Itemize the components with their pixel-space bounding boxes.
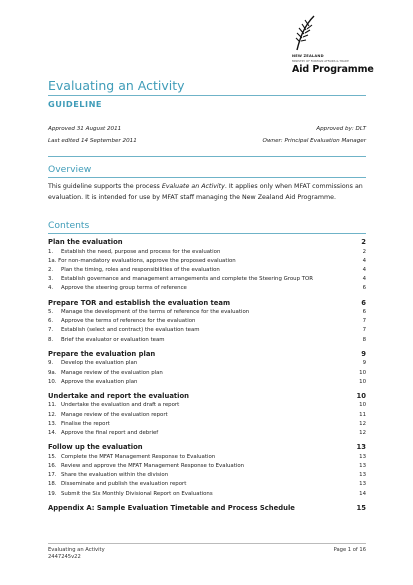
toc-section-heading[interactable]	[48, 299, 366, 309]
title-divider	[48, 95, 366, 96]
toc-entry-title: Appendix A: Sample Evaluation Timetable and Process Schedule	[48, 503, 295, 512]
toc-entry-number: 1.	[48, 248, 54, 255]
toc-entry-title: 1a. For non-mandatory evaluations, approve the proposed evaluation	[48, 257, 236, 264]
toc-entry-page: 12	[359, 430, 366, 436]
toc-entry-title: Brief the evaluator or evaluation team	[61, 336, 165, 343]
toc-entry-page: 10	[359, 402, 366, 409]
last-edited-date: Last edited 14 September 2011	[48, 138, 137, 144]
overview-text-start: This guideline supports the process	[48, 183, 162, 190]
toc-entry-page: 10	[356, 391, 366, 400]
toc-entry-title: Approve the evaluation plan	[61, 378, 138, 385]
toc-entry-page: 8	[362, 336, 366, 343]
toc-entry-number: 11.	[48, 402, 57, 409]
toc-entry-title: Establish (select and contract) the evaluation team	[61, 327, 200, 334]
toc-entry-page: 6	[361, 298, 366, 307]
overview-divider	[48, 177, 366, 178]
footer-page-number: Page 1 of 16	[333, 547, 366, 553]
toc-entry-title: Submit the Six Monthly Divisional Report on Evaluations	[61, 490, 213, 497]
toc-entry-number: 9.	[48, 360, 54, 367]
toc-entry-title: Approve the final report and debrief	[61, 430, 159, 436]
toc-section-heading[interactable]	[48, 443, 366, 453]
toc-entry-page: 13	[359, 462, 366, 469]
toc-entry-title: Prepare TOR and establish the evaluation team	[48, 298, 231, 307]
toc-entry-page: 6	[362, 285, 366, 292]
toc-entry-title: Manage the development of the terms of reference for the evaluation	[61, 309, 250, 315]
toc-entry-number: 5.	[48, 309, 54, 315]
toc-section-heading[interactable]	[48, 504, 366, 514]
toc-entry-title: Share the evaluation within the division	[61, 472, 169, 479]
toc-entry-page: 4	[362, 266, 366, 273]
toc-entry-title: Plan the timing, roles and responsibilities of the evaluation	[61, 266, 220, 273]
toc-entry-number: 8.	[48, 336, 54, 343]
toc-entry-title: Finalise the report	[61, 420, 110, 427]
silver-fern-icon	[294, 14, 316, 52]
toc-entry-page: 13	[359, 481, 366, 488]
toc-entry-title: Manage review of the evaluation report	[61, 411, 168, 418]
toc-entry-number: 19.	[48, 490, 57, 497]
toc-entry-number: 3.	[48, 276, 54, 283]
toc-entry-title: Review and approve the MFAT Management Response to Evaluation	[61, 462, 245, 469]
overview-text-end: . It applies only when MFAT commissions an evaluation. It is intended for use by MFAT staff managing the New Zealand Aid Programme.	[48, 183, 363, 201]
toc-entry-number: 10.	[48, 378, 57, 385]
toc-entry-title: Develop the evaluation plan	[61, 360, 138, 367]
toc-entry-number: 2.	[48, 266, 54, 273]
toc-entry-number: 9a.	[48, 369, 57, 376]
toc-entry-page: 6	[362, 309, 366, 315]
toc-entry-title: Undertake and report the evaluation	[48, 391, 189, 400]
logo-country: NEW ZEALAND	[292, 54, 324, 58]
toc-entry-number: 6.	[48, 318, 54, 325]
toc-entry[interactable]	[48, 430, 366, 440]
toc-entry-page: 13	[359, 453, 366, 460]
toc-section-heading[interactable]	[48, 238, 366, 248]
toc-entry-page: 14	[359, 490, 366, 497]
toc-entry[interactable]	[48, 491, 366, 501]
toc-entry-title: Follow up the evaluation	[48, 443, 143, 452]
toc-entry-number: 16.	[48, 462, 57, 469]
logo-name: Aid Programme	[292, 64, 374, 75]
footer-divider	[48, 543, 366, 544]
toc-entry-number: 7.	[48, 327, 54, 334]
toc-section-heading[interactable]	[48, 392, 366, 402]
toc-entry-number: 14.	[48, 430, 57, 436]
approved-date: Approved 31 August 2011	[48, 126, 122, 132]
toc-entry[interactable]	[48, 337, 366, 347]
logo-ministry: MINISTRY OF FOREIGN AFFAIRS & TRADE	[292, 59, 349, 63]
toc-entry-page: 4	[362, 276, 366, 283]
aid-programme-logo	[288, 14, 388, 75]
toc-entry-number: 12.	[48, 411, 57, 418]
toc-entry-page: 7	[362, 327, 366, 334]
toc-entry-title: Complete the MFAT Management Response to Evaluation	[61, 453, 216, 460]
toc-entry[interactable]	[48, 285, 366, 295]
toc-entry-page: 13	[359, 472, 366, 479]
document-title: Evaluating an Activity	[48, 78, 185, 93]
toc-entry-title: Plan the evaluation	[48, 238, 123, 246]
toc-entry-title: Approve the steering group terms of reference	[61, 285, 187, 292]
toc-entry-page: 9	[362, 360, 366, 367]
toc-entry-title: Undertake the evaluation and draft a report	[61, 402, 180, 409]
footer-document-name: Evaluating an Activity	[48, 547, 105, 553]
toc-entry-title: Approve the terms of reference for the evaluation	[61, 318, 196, 325]
toc-entry-page: 11	[359, 411, 366, 418]
toc-entry-page: 7	[362, 318, 366, 325]
toc-section-heading[interactable]	[48, 350, 366, 360]
toc-entry-number: 15.	[48, 453, 57, 460]
toc-entry-number: 17.	[48, 472, 57, 479]
meta-divider	[48, 156, 366, 157]
toc-entry-page: 12	[359, 420, 366, 427]
toc-entry-number: 4.	[48, 285, 54, 292]
document-type: GUIDELINE	[48, 99, 103, 109]
toc-entry-title: Manage review of the evaluation plan	[61, 369, 163, 376]
toc-entry-page: 4	[362, 257, 366, 264]
toc-entry-number: 18.	[48, 481, 57, 488]
contents-divider	[48, 233, 366, 234]
toc-entry-page: 10	[359, 369, 366, 376]
footer-document-id: 2447245v22	[48, 554, 81, 560]
process-name: Evaluate an Activity	[161, 183, 225, 190]
toc-entry-title: Disseminate and publish the evaluation report	[61, 481, 187, 488]
toc-entry-page: 13	[356, 443, 366, 452]
toc-entry-page: 2	[362, 248, 366, 255]
overview-heading: Overview	[48, 164, 92, 175]
toc-entry-page: 2	[361, 238, 366, 246]
toc-entry[interactable]	[48, 379, 366, 389]
overview-paragraph	[48, 182, 366, 203]
toc-entry-page: 10	[359, 378, 366, 385]
document-owner: Owner: Principal Evaluation Manager	[262, 138, 366, 144]
toc-entry-title: Establish governance and management arrangements and complete the Steering Group TOR	[61, 276, 314, 283]
toc-entry-page: 9	[361, 349, 366, 358]
toc-entry-title: Prepare the evaluation plan	[48, 349, 156, 358]
toc-entry-title: Establish the need, purpose and process for the evaluation	[61, 248, 221, 255]
toc-entry-page: 15	[356, 503, 366, 512]
contents-heading: Contents	[48, 220, 90, 231]
approved-by: Approved by: DLT	[316, 126, 366, 132]
toc-entry-number: 13.	[48, 420, 57, 427]
